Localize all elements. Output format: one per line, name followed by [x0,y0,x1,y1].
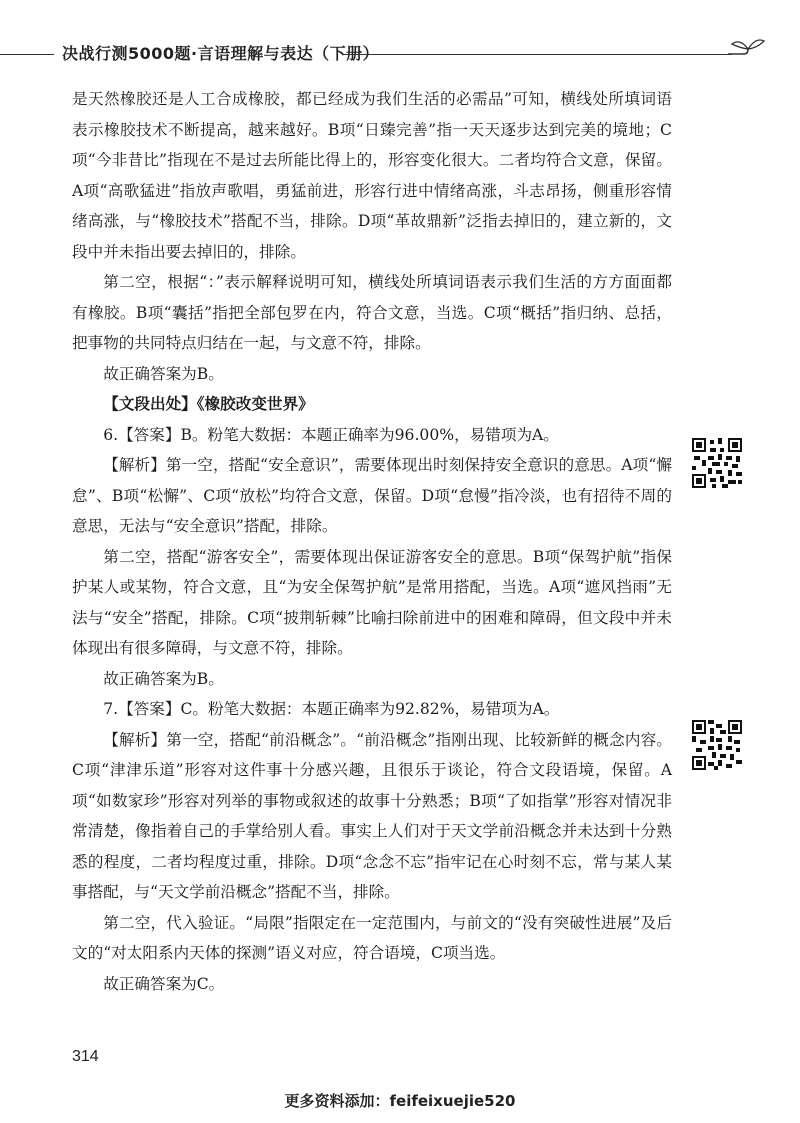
paragraph-q5-conclusion: 故正确答案为B。 [103,364,224,383]
footer-note: 更多资料添加：feifeixuejie520 [284,1092,516,1110]
sprout-icon [726,32,766,62]
paragraph-q6-answer: 6.【答案】B。粉笔大数据：本题正确率为96.00%，易错项为A。 [103,425,559,444]
running-header [0,38,800,72]
paragraph-source: 【文段出处】《橡胶改变世界》 [103,394,314,413]
header-rule-left [0,54,54,55]
qr-code-icon[interactable] [692,720,742,770]
paragraph-q7-second-blank: 第二空，代入验证。“局限”指限定在一定范围内，与前文的“没有突破性进展”及后文的“对太阳系内天体的探测”语义对应，符合语境，C项当选。 [72,913,672,962]
paragraph-q7-conclusion: 故正确答案为C。 [103,974,225,993]
header-rule-right [342,54,732,55]
paragraph-q6-second-blank: 第二空，搭配“游客安全”，需要体现出保证游客安全的意思。B项“保驾护航”指保护某人或某物，符合文意，且“为安全保驾护航”是常用搭配，当选。A项“遮风挡雨”无法与“安全”搭配，排除。C项“披荆斩棘”比喻扫除前进中的困难和障碍，但文段中并未体现出有很多障碍，与文意不符，排除。 [72,547,672,657]
paragraph-q5-second-blank: 第二空，根据“：”表示解释说明可知，横线处所填词语表示我们生活的方方面面都有橡胶。B项“囊括”指把全部包罗在内，符合文意，当选。C项“概括”指归纳、总括，把事物的共同特点归结在一起，与文意不符，排除。 [72,273,672,352]
paragraph-q6-analysis: 【解析】第一空，搭配“安全意识”，需要体现出时刻保持安全意识的意思。A项“懈怠”、B项“松懈”、C项“放松”均符合文意，保留。D项“怠慢”指冷淡，也有招待不周的意思，无法与“安全意识”搭配，排除。 [72,456,672,535]
paragraph-q6-conclusion: 故正确答案为B。 [103,669,224,688]
paragraph-q5-continued: 是天然橡胶还是人工合成橡胶，都已经成为我们生活的必需品”可知，横线处所填词语表示橡胶技术不断提高，越来越好。B项“日臻完善”指一天天逐步达到完美的境地；C项“今非昔比”指现在不是过去所能比得上的，形容变化很大。二者均符合文意，保留。A项“高歌猛进”指放声歌唱，勇猛前进，形容行进中情绪高涨，斗志昂扬，侧重形容情绪高涨，与“橡胶技术”搭配不当，排除。D项“革故鼎新”泛指去掉旧的，建立新的，文段中并未指出要去掉旧的，排除。 [72,90,672,261]
paragraph-q7-answer: 7.【答案】C。粉笔大数据：本题正确率为92.82%，易错项为A。 [103,700,560,718]
answer-explanations [72,84,672,999]
paragraph-q7-analysis: 【解析】第一空，搭配“前沿概念”。“前沿概念”指刚出现、比较新鲜的概念内容。C项“津津乐道”形容对这件事十分感兴趣，且很乐于谈论，符合文段语境，保留。A项“如数家珍”形容对列举的事物或叙述的故事十分熟悉；B项“了如指掌”形容对情况非常清楚，像指着自己的手掌给别人看。事实上人们对于天文学前沿概念并未达到十分熟悉的程度，二者均程度过重，排除。D项“念念不忘”指牢记在心时刻不忘，常与某人某事搭配，与“天文学前沿概念”搭配不当，排除。 [72,730,672,901]
qr-code-icon[interactable] [692,438,742,488]
page-number: 314 [72,1048,99,1065]
header-title: 决战行测5000题·言语理解与表达（下册） [62,44,380,63]
